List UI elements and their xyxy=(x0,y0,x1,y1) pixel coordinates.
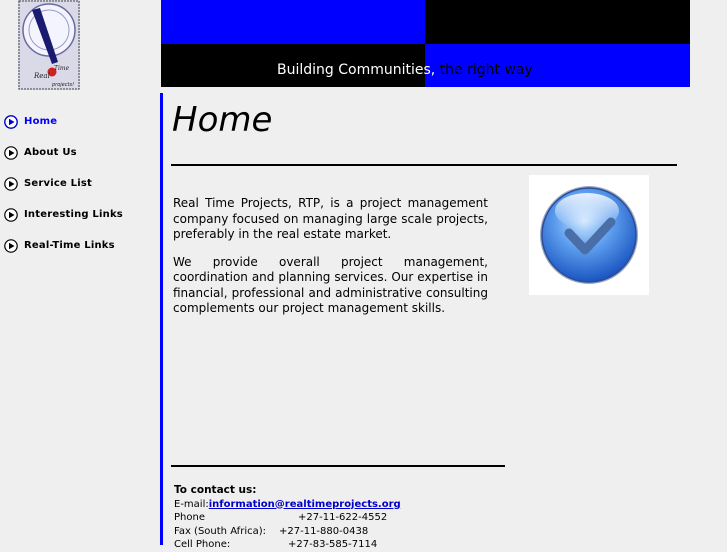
fax-label: Fax (South Africa): xyxy=(174,525,266,537)
svg-text:projects!: projects! xyxy=(52,82,75,88)
email-label: E-mail: xyxy=(174,498,209,510)
banner-slogan xyxy=(277,62,533,78)
nav-label: About Us xyxy=(24,147,77,158)
play-circle-icon xyxy=(4,146,18,160)
play-circle-icon xyxy=(4,177,18,191)
header-banner xyxy=(161,0,690,87)
svg-text:Time: Time xyxy=(54,65,70,72)
horizontal-divider xyxy=(171,164,677,166)
nav-item-interesting-links[interactable] xyxy=(4,199,154,230)
vertical-divider xyxy=(160,93,163,545)
banner-black-block xyxy=(425,0,690,44)
nav-item-home[interactable] xyxy=(4,106,154,137)
fax-value: +27-11-880-0438 xyxy=(279,525,369,537)
intro-paragraph: Real Time Projects, RTP, is a project management company focused on managing large scale projects, preferably in the real estate market. xyxy=(173,196,488,241)
cell-value: +27-83-585-7114 xyxy=(288,539,378,550)
nav-item-real-time-links[interactable] xyxy=(4,230,154,261)
sidebar-nav xyxy=(4,106,154,261)
horizontal-divider xyxy=(171,465,505,467)
slogan-part1: Building Communities, xyxy=(277,62,436,78)
play-circle-icon xyxy=(4,239,18,253)
page-title: Home xyxy=(172,100,273,140)
nav-item-about-us[interactable] xyxy=(4,137,154,168)
nav-item-service-list[interactable] xyxy=(4,168,154,199)
play-circle-icon xyxy=(4,115,18,129)
play-circle-icon xyxy=(4,208,18,222)
nav-label: Service List xyxy=(24,178,92,189)
banner-blue-block xyxy=(161,0,425,44)
checkmark-icon xyxy=(529,175,649,295)
slogan-part2: the right way xyxy=(435,62,533,78)
phone-label: Phone xyxy=(174,512,205,523)
svg-text:Real: Real xyxy=(34,72,50,80)
intro-paragraph: We provide overall project management, coordination and planning services. Our expertise in financial, professional and administrative consulting complements our project management skills. xyxy=(173,254,488,315)
intro-text xyxy=(173,196,488,329)
contact-block xyxy=(174,484,401,552)
phone-value: +27-11-622-4552 xyxy=(298,512,388,523)
cell-label: Cell Phone: xyxy=(174,539,231,550)
real-time-projects-logo xyxy=(18,0,80,90)
nav-label: Home xyxy=(24,116,58,127)
nav-label: Interesting Links xyxy=(24,209,123,220)
email-link[interactable]: information@realtimeprojects.org xyxy=(208,498,401,510)
nav-label: Real-Time Links xyxy=(24,240,115,251)
contact-heading: To contact us: xyxy=(174,484,257,496)
